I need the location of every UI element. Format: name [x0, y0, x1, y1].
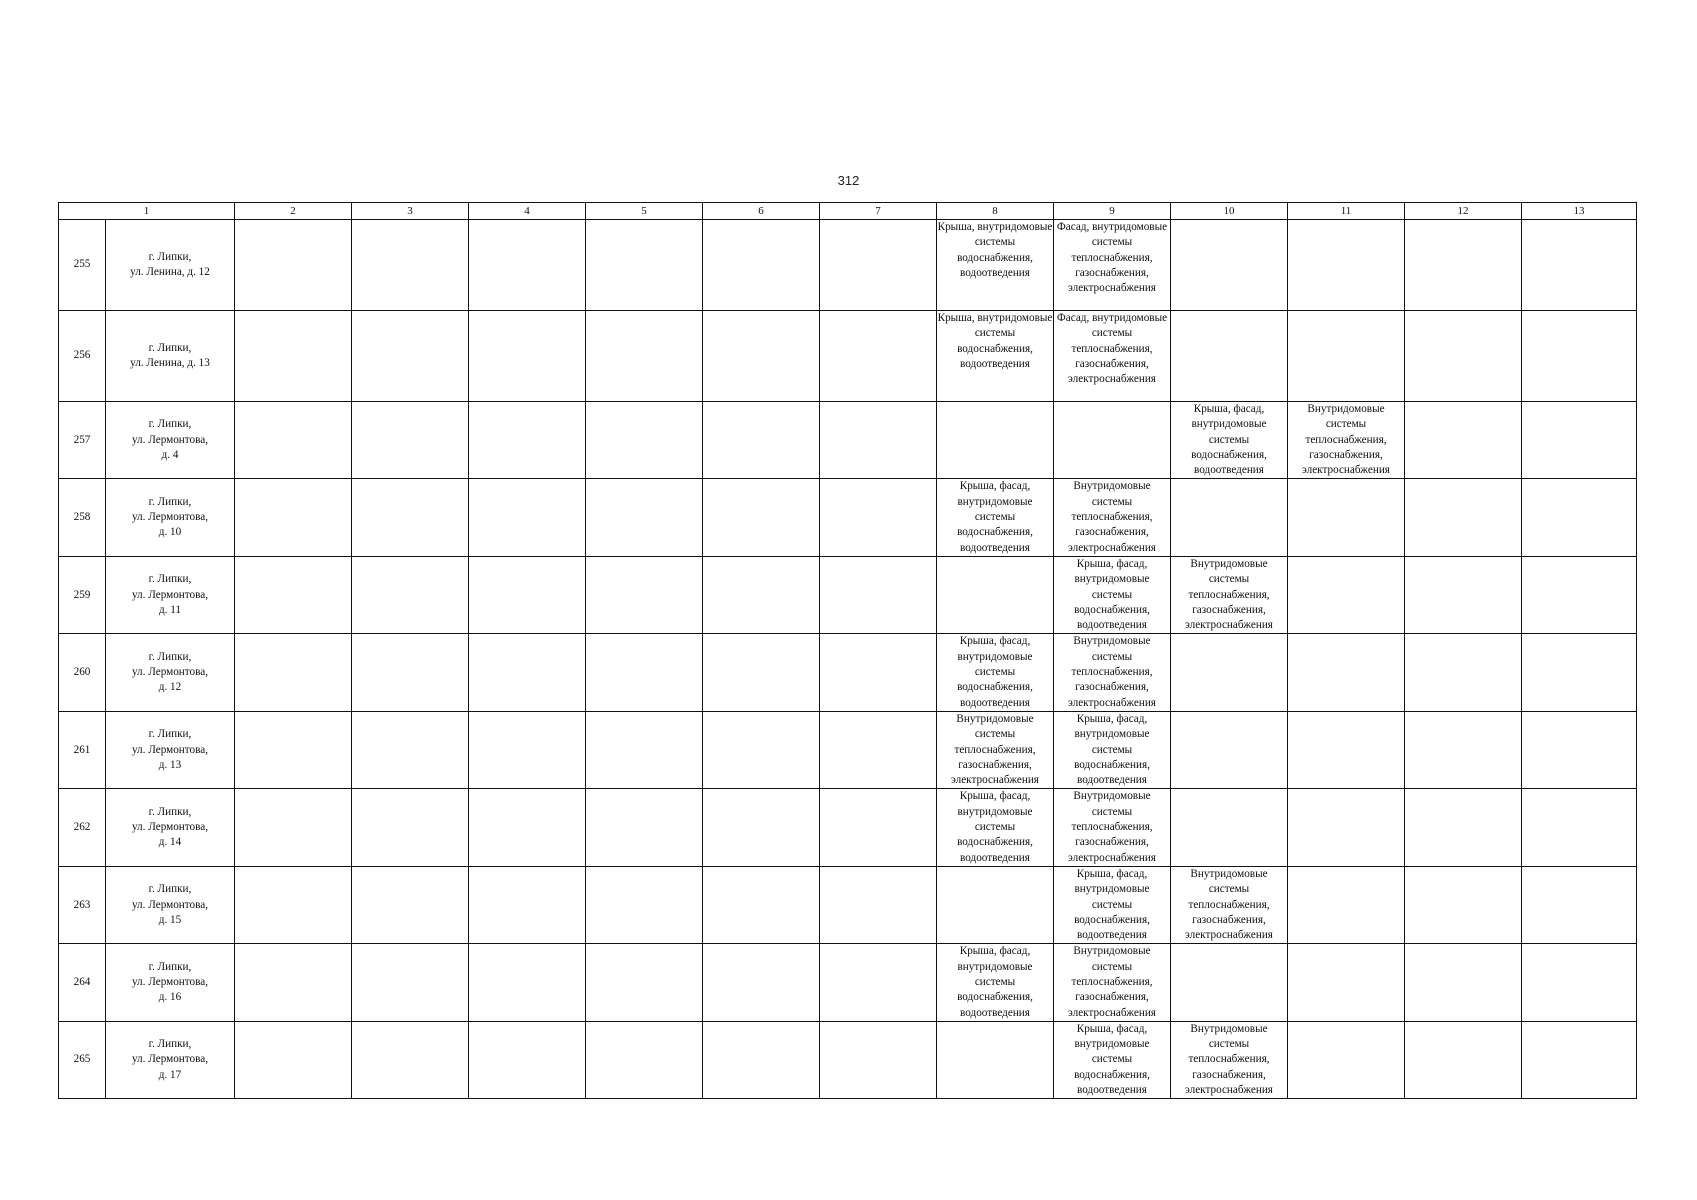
address-cell: [106, 402, 235, 479]
empty-cell: [1288, 944, 1405, 1021]
empty-cell: [469, 311, 586, 402]
empty-cell: [703, 220, 820, 311]
work-type-cell: [1054, 711, 1171, 788]
address-line: г. Липки,: [148, 341, 192, 354]
empty-cell: [235, 789, 352, 866]
column-number-header-row: [59, 203, 1637, 220]
work-type-text: Крыша, фасад, внутридомовые системы водоснабжения, водоотведения: [1074, 1022, 1150, 1097]
row-number: 260: [59, 634, 106, 711]
empty-cell: [703, 402, 820, 479]
address-line: г. Липки,: [148, 960, 192, 973]
empty-cell: [1522, 402, 1637, 479]
empty-cell: [1522, 789, 1637, 866]
empty-cell: [937, 866, 1054, 943]
empty-cell: [352, 311, 469, 402]
row-number: 262: [59, 789, 106, 866]
empty-cell: [1522, 866, 1637, 943]
address-cell: [106, 866, 235, 943]
empty-cell: [352, 220, 469, 311]
empty-cell: [352, 1021, 469, 1098]
work-type-text: Внутридомовые системы теплоснабжения, газоснабжения, электроснабжения: [1185, 1022, 1273, 1097]
work-type-text: Внутридомовые системы теплоснабжения, газоснабжения, электроснабжения: [1068, 790, 1156, 864]
empty-cell: [469, 944, 586, 1021]
work-type-cell: [1054, 634, 1171, 711]
work-type-text: Крыша, фасад, внутридомовые системы водоснабжения, водоотведения: [957, 480, 1033, 554]
empty-cell: [352, 402, 469, 479]
empty-cell: [1171, 220, 1288, 311]
work-type-cell: [937, 311, 1054, 402]
empty-cell: [1405, 479, 1522, 556]
work-type-cell: [937, 944, 1054, 1021]
empty-cell: [586, 866, 703, 943]
address-line: г. Липки,: [148, 883, 192, 896]
column-header: 2: [235, 203, 352, 220]
empty-cell: [1288, 711, 1405, 788]
work-type-cell: [937, 634, 1054, 711]
table-row: [59, 402, 1637, 479]
empty-cell: [820, 634, 937, 711]
empty-cell: [1405, 220, 1522, 311]
work-type-cell: [937, 789, 1054, 866]
column-header: 7: [820, 203, 937, 220]
work-type-cell: [1054, 220, 1171, 311]
work-type-text: Крыша, фасад, внутридомовые системы водоснабжения, водоотведения: [957, 635, 1033, 709]
empty-cell: [1522, 311, 1637, 402]
column-header: 13: [1522, 203, 1637, 220]
row-number: 255: [59, 220, 106, 311]
work-type-text: Внутридомовые системы теплоснабжения, газоснабжения, электроснабжения: [951, 712, 1039, 787]
address-line: г. Липки,: [148, 495, 192, 508]
empty-cell: [352, 479, 469, 556]
address-line: г. Липки,: [148, 418, 192, 431]
repair-schedule-table: [58, 202, 1637, 1099]
work-type-cell: [1054, 789, 1171, 866]
empty-cell: [703, 789, 820, 866]
empty-cell: [703, 711, 820, 788]
address-cell: [106, 711, 235, 788]
work-type-cell: [937, 220, 1054, 311]
empty-cell: [1522, 556, 1637, 633]
empty-cell: [1522, 944, 1637, 1021]
address-line: д. 14: [158, 836, 182, 849]
empty-cell: [586, 220, 703, 311]
empty-cell: [1288, 479, 1405, 556]
empty-cell: [1171, 711, 1288, 788]
work-type-text: Внутридомовые системы теплоснабжения, газоснабжения, электроснабжения: [1068, 635, 1156, 709]
empty-cell: [1522, 1021, 1637, 1098]
work-type-text: Крыша, фасад, внутридомовые системы водоснабжения, водоотведения: [957, 790, 1033, 864]
empty-cell: [703, 1021, 820, 1098]
empty-cell: [235, 311, 352, 402]
row-number: 258: [59, 479, 106, 556]
empty-cell: [1405, 556, 1522, 633]
empty-cell: [235, 402, 352, 479]
empty-cell: [937, 1021, 1054, 1098]
work-type-cell: [1054, 556, 1171, 633]
empty-cell: [586, 944, 703, 1021]
empty-cell: [235, 866, 352, 943]
address-cell: [106, 1021, 235, 1098]
address-cell: [106, 944, 235, 1021]
work-type-text: Крыша, внутридомовые системы водоснабжения, водоотведения: [937, 312, 1053, 370]
address-cell: [106, 634, 235, 711]
empty-cell: [352, 711, 469, 788]
work-type-cell: [1171, 402, 1288, 479]
empty-cell: [820, 866, 937, 943]
address-line: ул. Лермонтова,: [131, 1053, 209, 1066]
empty-cell: [235, 479, 352, 556]
empty-cell: [820, 311, 937, 402]
work-type-cell: [1054, 866, 1171, 943]
work-type-cell: [1288, 402, 1405, 479]
empty-cell: [937, 402, 1054, 479]
empty-cell: [469, 789, 586, 866]
empty-cell: [1288, 866, 1405, 943]
empty-cell: [1405, 634, 1522, 711]
row-number: 261: [59, 711, 106, 788]
address-line: ул. Лермонтова,: [131, 975, 209, 988]
empty-cell: [1405, 311, 1522, 402]
address-cell: [106, 311, 235, 402]
address-line: ул. Лермонтова,: [131, 511, 209, 524]
empty-cell: [469, 1021, 586, 1098]
empty-cell: [586, 479, 703, 556]
empty-cell: [1405, 866, 1522, 943]
table-row: [59, 711, 1637, 788]
empty-cell: [352, 634, 469, 711]
column-header: 10: [1171, 203, 1288, 220]
empty-cell: [820, 1021, 937, 1098]
address-line: ул. Лермонтова,: [131, 898, 209, 911]
work-type-cell: [1054, 944, 1171, 1021]
table-row: [59, 789, 1637, 866]
empty-cell: [1405, 1021, 1522, 1098]
row-number: 256: [59, 311, 106, 402]
address-line: д. 17: [158, 1068, 182, 1081]
empty-cell: [1171, 311, 1288, 402]
work-type-cell: [1171, 556, 1288, 633]
address-line: г. Липки,: [148, 250, 192, 263]
page-number: 312: [837, 173, 860, 188]
work-type-text: Внутридомовые системы теплоснабжения, газоснабжения, электроснабжения: [1068, 480, 1156, 554]
column-header: 4: [469, 203, 586, 220]
empty-cell: [820, 402, 937, 479]
empty-cell: [1522, 479, 1637, 556]
empty-cell: [1405, 789, 1522, 866]
empty-cell: [1288, 220, 1405, 311]
address-line: ул. Лермонтова,: [131, 821, 209, 834]
address-line: г. Липки,: [148, 728, 192, 741]
row-number: 259: [59, 556, 106, 633]
work-type-text: Внутридомовые системы теплоснабжения, газоснабжения, электроснабжения: [1302, 403, 1390, 477]
work-type-cell: [1171, 1021, 1288, 1098]
empty-cell: [1288, 789, 1405, 866]
work-type-text: Крыша, фасад, внутридомовые системы водоснабжения, водоотведения: [1074, 557, 1150, 632]
empty-cell: [586, 1021, 703, 1098]
address-line: ул. Лермонтова,: [131, 588, 209, 601]
column-header: 1: [59, 203, 235, 220]
empty-cell: [937, 556, 1054, 633]
empty-cell: [1288, 311, 1405, 402]
table-row: [59, 944, 1637, 1021]
row-number: 265: [59, 1021, 106, 1098]
work-type-cell: [1054, 1021, 1171, 1098]
address-line: д. 10: [158, 526, 182, 539]
row-number: 257: [59, 402, 106, 479]
empty-cell: [352, 789, 469, 866]
empty-cell: [469, 711, 586, 788]
address-cell: [106, 220, 235, 311]
empty-cell: [469, 402, 586, 479]
empty-cell: [352, 944, 469, 1021]
work-type-text: Внутридомовые системы теплоснабжения, газоснабжения, электроснабжения: [1185, 867, 1273, 942]
address-line: ул. Лермонтова,: [131, 433, 209, 446]
empty-cell: [1288, 556, 1405, 633]
empty-cell: [352, 556, 469, 633]
work-type-cell: [937, 479, 1054, 556]
address-line: ул. Лермонтова,: [131, 666, 209, 679]
table-row: [59, 634, 1637, 711]
empty-cell: [820, 789, 937, 866]
empty-cell: [703, 634, 820, 711]
address-cell: [106, 789, 235, 866]
empty-cell: [820, 711, 937, 788]
address-line: д. 16: [158, 991, 182, 1004]
address-line: д. 11: [158, 603, 182, 616]
empty-cell: [1288, 634, 1405, 711]
empty-cell: [586, 634, 703, 711]
empty-cell: [703, 866, 820, 943]
work-type-cell: [1054, 311, 1171, 402]
empty-cell: [1405, 944, 1522, 1021]
table-row: [59, 479, 1637, 556]
column-header: 5: [586, 203, 703, 220]
empty-cell: [1171, 789, 1288, 866]
empty-cell: [235, 1021, 352, 1098]
empty-cell: [1054, 402, 1171, 479]
empty-cell: [1522, 220, 1637, 311]
work-type-text: Крыша, фасад, внутридомовые системы водоснабжения, водоотведения: [1191, 403, 1267, 477]
work-type-text: Внутридомовые системы теплоснабжения, газоснабжения, электроснабжения: [1185, 557, 1273, 632]
empty-cell: [235, 556, 352, 633]
empty-cell: [235, 711, 352, 788]
work-type-text: Фасад, внутридомовые системы теплоснабжения, газоснабжения, электроснабжения: [1056, 312, 1168, 386]
empty-cell: [586, 556, 703, 633]
address-line: г. Липки,: [148, 1038, 192, 1051]
empty-cell: [469, 634, 586, 711]
address-line: ул. Ленина, д. 13: [130, 357, 210, 369]
table-row: [59, 1021, 1637, 1098]
column-header: 6: [703, 203, 820, 220]
address-cell: [106, 556, 235, 633]
address-line: д. 12: [158, 681, 182, 694]
empty-cell: [703, 311, 820, 402]
empty-cell: [235, 220, 352, 311]
empty-cell: [820, 220, 937, 311]
work-type-text: Крыша, фасад, внутридомовые системы водоснабжения, водоотведения: [1074, 867, 1150, 942]
empty-cell: [469, 556, 586, 633]
empty-cell: [586, 711, 703, 788]
column-header: 12: [1405, 203, 1522, 220]
row-number: 263: [59, 866, 106, 943]
row-number: 264: [59, 944, 106, 1021]
work-type-cell: [937, 711, 1054, 788]
address-cell: [106, 479, 235, 556]
empty-cell: [235, 944, 352, 1021]
empty-cell: [352, 866, 469, 943]
table-row: [59, 311, 1637, 402]
column-header: 11: [1288, 203, 1405, 220]
address-line: ул. Лермонтова,: [131, 743, 209, 756]
empty-cell: [469, 479, 586, 556]
table-row: [59, 556, 1637, 633]
empty-cell: [1405, 402, 1522, 479]
address-line: д. 15: [158, 913, 182, 926]
empty-cell: [469, 220, 586, 311]
empty-cell: [703, 479, 820, 556]
work-type-text: Крыша, фасад, внутридомовые системы водоснабжения, водоотведения: [1074, 712, 1150, 787]
work-type-text: Внутридомовые системы теплоснабжения, газоснабжения, электроснабжения: [1068, 945, 1156, 1019]
address-line: ул. Ленина, д. 12: [130, 266, 210, 278]
empty-cell: [469, 866, 586, 943]
work-type-text: Крыша, внутридомовые системы водоснабжения, водоотведения: [937, 221, 1053, 279]
empty-cell: [586, 402, 703, 479]
column-header: 9: [1054, 203, 1171, 220]
empty-cell: [1522, 634, 1637, 711]
empty-cell: [235, 634, 352, 711]
empty-cell: [820, 556, 937, 633]
table-body: [59, 220, 1637, 1099]
empty-cell: [586, 789, 703, 866]
address-line: г. Липки,: [148, 650, 192, 663]
table-row: [59, 220, 1637, 311]
work-type-cell: [1171, 866, 1288, 943]
empty-cell: [1171, 479, 1288, 556]
empty-cell: [586, 311, 703, 402]
address-line: д. 4: [161, 448, 179, 461]
column-header: 3: [352, 203, 469, 220]
empty-cell: [1522, 711, 1637, 788]
empty-cell: [1288, 1021, 1405, 1098]
empty-cell: [703, 944, 820, 1021]
empty-cell: [703, 556, 820, 633]
address-line: г. Липки,: [148, 805, 192, 818]
address-line: г. Липки,: [148, 573, 192, 586]
work-type-text: Фасад, внутридомовые системы теплоснабжения, газоснабжения, электроснабжения: [1056, 221, 1168, 295]
work-type-text: Крыша, фасад, внутридомовые системы водоснабжения, водоотведения: [957, 945, 1033, 1019]
empty-cell: [1405, 711, 1522, 788]
table-row: [59, 866, 1637, 943]
empty-cell: [1171, 634, 1288, 711]
empty-cell: [820, 479, 937, 556]
empty-cell: [820, 944, 937, 1021]
column-header: 8: [937, 203, 1054, 220]
empty-cell: [1171, 944, 1288, 1021]
address-line: д. 13: [158, 758, 182, 771]
work-type-cell: [1054, 479, 1171, 556]
